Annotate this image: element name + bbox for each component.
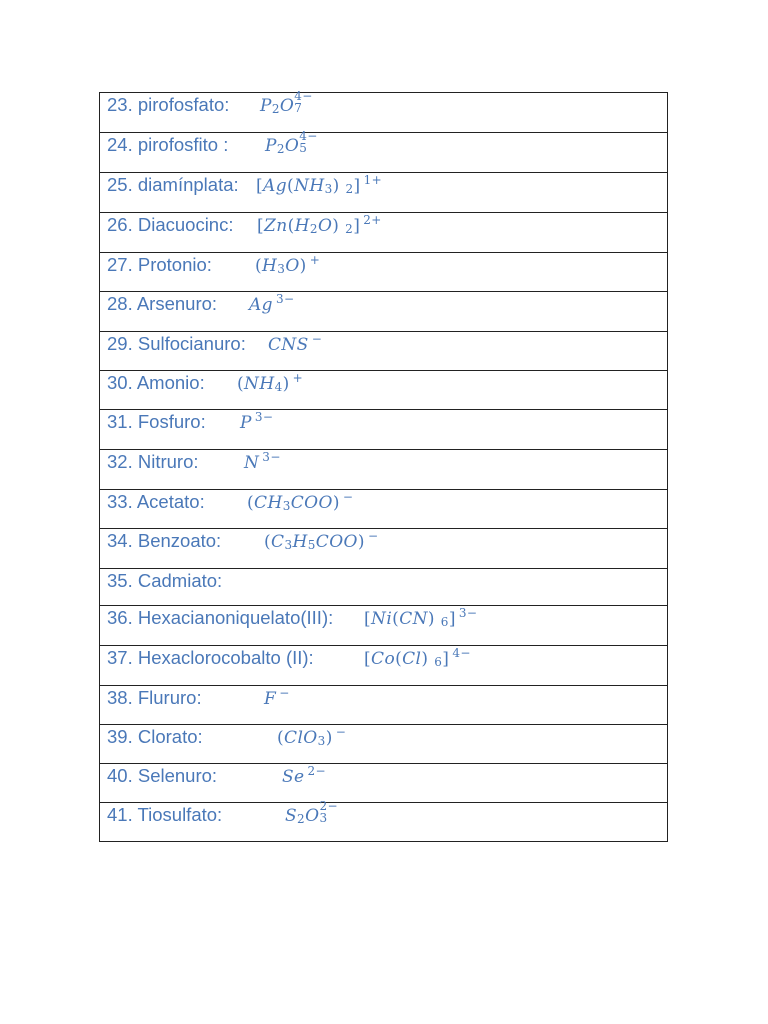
ion-formula: (ClO$_3$) − (277, 725, 347, 748)
ion-formula: $(H_3O)$ + (255, 253, 321, 276)
ion-name: 39. Clorato: (107, 726, 203, 747)
ion-name: 25. diamínplata: (107, 174, 239, 195)
ion-name: 33. Acetato: (107, 491, 205, 512)
table-row (100, 332, 668, 371)
ion-name: 24. pirofosfito : (107, 134, 229, 155)
table-row (100, 371, 668, 410)
ion-name: 37. Hexaclorocobalto (II): (107, 647, 314, 668)
table-row (100, 93, 668, 133)
table-cell (100, 450, 668, 490)
table-row (100, 490, 668, 529)
ion-formula: [Ni(CN) $_6$] $^{3-}$ (364, 606, 478, 629)
table-cell (100, 292, 668, 332)
ion-formula: F − (264, 686, 290, 709)
ion-name: 36. Hexacianoniquelato(III): (107, 607, 334, 628)
ion-formula: [$Zn(H_2O)$ $_2$] $^{2+}$ (257, 213, 382, 236)
ion-formula: Se $^{2-}$ (282, 764, 327, 787)
ion-name: 27. Protonio: (107, 254, 212, 275)
table-row (100, 173, 668, 213)
table-row (100, 764, 668, 803)
ion-name: 29. Sulfocianuro: (107, 333, 246, 354)
table-cell (100, 799, 668, 842)
ion-formula: $(NH_4)$ + (237, 371, 304, 394)
table-row (100, 450, 668, 490)
ion-name: 31. Fosfuro: (107, 411, 206, 432)
ion-formula: $P_2O$ 4− 5 (265, 129, 318, 156)
ion-formula: $(CH_3COO)$ − (247, 490, 354, 513)
table-cell (100, 646, 668, 686)
ion-name: 32. Nitruro: (107, 451, 199, 472)
ion-name: 38. Flururo: (107, 687, 202, 708)
table-row (100, 292, 668, 332)
ion-table (99, 89, 668, 842)
table-cell (100, 686, 668, 725)
table-row (100, 213, 668, 253)
table-cell (100, 129, 668, 173)
table-cell (100, 725, 668, 764)
ion-formula: $P_2O$ 4− 7 (260, 89, 313, 116)
table-cell (100, 606, 668, 646)
table-row (100, 569, 668, 606)
table-row (100, 133, 668, 173)
table-cell (100, 332, 668, 371)
table-row (100, 529, 668, 569)
ion-name: 34. Benzoato: (107, 530, 222, 551)
table-cell (100, 764, 668, 803)
ion-formula: Ag $^{3-}$ (249, 292, 295, 315)
ion-name: 40. Selenuro: (107, 765, 218, 786)
ion-formula: [Co(Cl) $_6$] $^{4-}$ (364, 646, 471, 669)
table-row (100, 803, 668, 842)
table-row (100, 646, 668, 686)
table-cell (100, 253, 668, 292)
table-row (100, 410, 668, 450)
ion-name: 41. Tiosulfato: (107, 804, 223, 825)
table-cell (100, 371, 668, 410)
table-row (100, 725, 668, 764)
ion-formula: $S_2O$ 2− 3 (285, 799, 338, 826)
table-cell (100, 213, 668, 253)
ion-name: 28. Arsenuro: (107, 293, 218, 314)
table-row (100, 253, 668, 292)
table-cell (100, 410, 668, 450)
ion-formula: [$Ag(NH_3)$ $_2$] $^{1+}$ (256, 173, 383, 196)
ion-name: 23. pirofosfato: (107, 94, 230, 115)
table-cell (100, 529, 668, 569)
ion-formula: $(C_3H_5COO)$ − (264, 529, 379, 552)
ion-formula: P $^{3-}$ (240, 410, 274, 433)
table-cell (100, 89, 668, 133)
ion-name: 35. Cadmiato: (107, 570, 223, 591)
table-cell (100, 490, 668, 529)
table-row (100, 606, 668, 646)
table-row (100, 686, 668, 725)
table-cell (100, 569, 668, 606)
ion-formula: CNS − (268, 332, 323, 355)
ion-name: 30. Amonio: (107, 372, 205, 393)
ion-name: 26. Diacuocinc: (107, 214, 234, 235)
ion-formula: N $^{3-}$ (244, 450, 281, 473)
table-cell (100, 173, 668, 213)
